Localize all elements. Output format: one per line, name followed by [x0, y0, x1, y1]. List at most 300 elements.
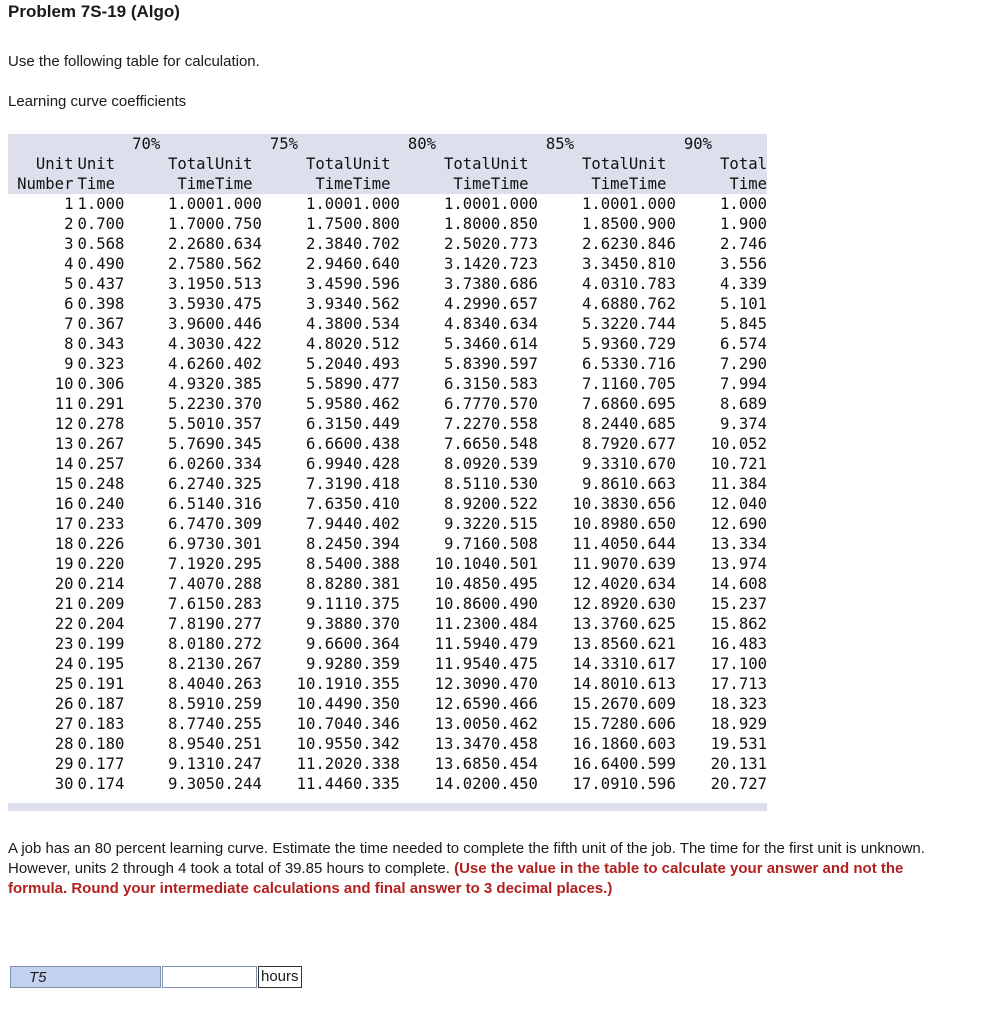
percent-header-row	[8, 134, 767, 154]
table-cell: 0.762	[628, 295, 676, 313]
table-caption: Learning curve coefficients	[8, 93, 187, 110]
unit-number-cell: 12	[54, 415, 74, 433]
table-cell: 6.574	[720, 335, 767, 353]
table-cell: 7.994	[720, 375, 767, 393]
table-cell: 0.357	[214, 415, 262, 433]
column-header: Total	[422, 154, 491, 174]
column-header: Total	[560, 154, 629, 174]
table-cell: 0.209	[77, 595, 125, 613]
table-cell: 0.490	[77, 255, 125, 273]
table-cell: 0.306	[77, 375, 125, 393]
table-row	[8, 194, 767, 214]
table-cell: 0.381	[352, 575, 400, 593]
unit-number-cell: 4	[64, 255, 74, 273]
unit-number-cell: 9	[64, 355, 74, 373]
table-cell: 0.398	[77, 295, 125, 313]
column-header: Time	[353, 174, 422, 194]
table-cell: 3.556	[720, 255, 767, 273]
table-row	[8, 494, 767, 514]
table-cell: 0.295	[214, 555, 262, 573]
table-cell: 10.485	[434, 575, 491, 593]
table-cell: 1.800	[443, 215, 491, 233]
table-cell: 0.402	[214, 355, 262, 373]
table-cell: 6.026	[167, 455, 215, 473]
table-cell: 12.402	[572, 575, 629, 593]
column-header: Time	[698, 174, 767, 194]
table-cell: 10.052	[710, 435, 767, 453]
table-cell: 9.131	[167, 755, 215, 773]
table-cell: 0.625	[628, 615, 676, 633]
table-cell: 0.493	[352, 355, 400, 373]
table-cell: 6.315	[305, 415, 353, 433]
table-row	[8, 674, 767, 694]
table-cell: 9.861	[581, 475, 629, 493]
table-cell: 0.656	[628, 495, 676, 513]
table-cell: 0.267	[77, 435, 125, 453]
percent-header: 75%	[215, 134, 353, 154]
table-cell: 0.716	[628, 355, 676, 373]
table-cell: 1.000	[628, 195, 676, 213]
unit-number-cell: 2	[64, 215, 74, 233]
unit-number-cell: 16	[54, 495, 74, 513]
table-cell: 0.388	[352, 555, 400, 573]
table-cell: 0.402	[352, 515, 400, 533]
table-cell: 0.663	[628, 475, 676, 493]
table-cell: 1.900	[720, 215, 767, 233]
unit-number-cell: 3	[64, 235, 74, 253]
table-cell: 0.800	[352, 215, 400, 233]
table-cell: 0.657	[490, 295, 538, 313]
table-cell: 0.267	[214, 655, 262, 673]
table-cell: 0.418	[352, 475, 400, 493]
table-cell: 0.335	[352, 775, 400, 793]
unit-number-cell: 21	[54, 595, 74, 613]
table-cell: 7.192	[167, 555, 215, 573]
table-cell: 8.511	[443, 475, 491, 493]
table-cell: 6.514	[167, 495, 215, 513]
table-cell: 0.634	[628, 575, 676, 593]
table-cell: 14.801	[572, 675, 629, 693]
question-text	[8, 839, 948, 899]
table-cell: 6.973	[167, 535, 215, 553]
table-cell: 0.477	[352, 375, 400, 393]
table-row	[8, 694, 767, 714]
column-header: Time	[629, 174, 698, 194]
table-cell: 15.237	[710, 595, 767, 613]
column-header: Total	[284, 154, 353, 174]
unit-number-cell: 6	[64, 295, 74, 313]
table-cell: 0.316	[214, 495, 262, 513]
table-cell: 2.746	[720, 235, 767, 253]
column-header-row-1	[8, 154, 767, 174]
table-cell: 13.974	[710, 555, 767, 573]
table-cell: 11.954	[434, 655, 491, 673]
table-cell: 7.407	[167, 575, 215, 593]
table-bottom-bar	[8, 803, 767, 811]
table-cell: 2.384	[305, 235, 353, 253]
table-cell: 0.454	[490, 755, 538, 773]
table-cell: 0.479	[490, 635, 538, 653]
table-row	[8, 394, 767, 414]
intro-text: Use the following table for calculation.	[8, 53, 260, 70]
table-cell: 0.462	[352, 395, 400, 413]
unit-number-cell: 14	[54, 455, 74, 473]
table-cell: 13.334	[710, 535, 767, 553]
table-cell: 14.020	[434, 775, 491, 793]
table-cell: 0.438	[352, 435, 400, 453]
table-cell: 0.364	[352, 635, 400, 653]
table-cell: 1.000	[490, 195, 538, 213]
table-cell: 0.568	[77, 235, 125, 253]
table-cell: 12.309	[434, 675, 491, 693]
table-cell: 7.116	[581, 375, 629, 393]
table-cell: 0.634	[490, 315, 538, 333]
table-cell: 0.325	[214, 475, 262, 493]
table-cell: 9.660	[305, 635, 353, 653]
table-cell: 17.091	[572, 775, 629, 793]
table-cell: 4.299	[443, 295, 491, 313]
table-cell: 0.446	[214, 315, 262, 333]
table-cell: 0.606	[628, 715, 676, 733]
table-cell: 0.247	[214, 755, 262, 773]
table-cell: 0.501	[490, 555, 538, 573]
table-cell: 0.278	[77, 415, 125, 433]
table-cell: 0.191	[77, 675, 125, 693]
table-row	[8, 634, 767, 654]
table-cell: 12.659	[434, 695, 491, 713]
table-cell: 4.802	[305, 335, 353, 353]
table-cell: 0.283	[214, 595, 262, 613]
table-cell: 5.839	[443, 355, 491, 373]
table-cell: 12.892	[572, 595, 629, 613]
table-row	[8, 474, 767, 494]
table-cell: 0.534	[352, 315, 400, 333]
table-cell: 20.727	[710, 775, 767, 793]
table-cell: 10.449	[296, 695, 353, 713]
table-cell: 0.850	[490, 215, 538, 233]
table-row	[8, 414, 767, 434]
table-cell: 8.828	[305, 575, 353, 593]
unit-number-cell: 29	[54, 755, 74, 773]
table-cell: 0.810	[628, 255, 676, 273]
table-cell: 0.375	[352, 595, 400, 613]
table-cell: 0.301	[214, 535, 262, 553]
table-cell: 0.475	[214, 295, 262, 313]
unit-number-cell: 18	[54, 535, 74, 553]
table-cell: 11.594	[434, 635, 491, 653]
table-row	[8, 214, 767, 234]
table-cell: 0.462	[490, 715, 538, 733]
table-cell: 10.898	[572, 515, 629, 533]
answer-label: T5	[10, 966, 161, 988]
table-cell: 0.410	[352, 495, 400, 513]
table-cell: 0.259	[214, 695, 262, 713]
table-cell: 0.705	[628, 375, 676, 393]
table-row	[8, 714, 767, 734]
table-cell: 0.750	[214, 215, 262, 233]
table-cell: 0.723	[490, 255, 538, 273]
column-header: Time	[422, 174, 491, 194]
table-cell: 6.994	[305, 455, 353, 473]
table-cell: 0.650	[628, 515, 676, 533]
table-cell: 19.531	[710, 735, 767, 753]
table-cell: 3.960	[167, 315, 215, 333]
table-cell: 2.502	[443, 235, 491, 253]
table-cell: 8.404	[167, 675, 215, 693]
table-row	[8, 274, 767, 294]
column-header: Time	[215, 174, 284, 194]
table-cell: 7.686	[581, 395, 629, 413]
table-cell: 5.204	[305, 355, 353, 373]
table-cell: 0.370	[352, 615, 400, 633]
table-cell: 16.640	[572, 755, 629, 773]
table-cell: 4.688	[581, 295, 629, 313]
table-cell: 0.614	[490, 335, 538, 353]
table-cell: 0.199	[77, 635, 125, 653]
table-cell: 11.405	[572, 535, 629, 553]
table-cell: 13.685	[434, 755, 491, 773]
table-cell: 0.385	[214, 375, 262, 393]
table-cell: 0.437	[77, 275, 125, 293]
table-cell: 0.644	[628, 535, 676, 553]
table-cell: 3.195	[167, 275, 215, 293]
table-cell: 9.111	[305, 595, 353, 613]
table-cell: 0.677	[628, 435, 676, 453]
table-cell: 8.774	[167, 715, 215, 733]
table-cell: 1.000	[581, 195, 629, 213]
table-cell: 0.177	[77, 755, 125, 773]
table-row	[8, 254, 767, 274]
table-cell: 13.005	[434, 715, 491, 733]
table-cell: 16.483	[710, 635, 767, 653]
table-cell: 0.475	[490, 655, 538, 673]
table-cell: 0.513	[214, 275, 262, 293]
table-cell: 2.946	[305, 255, 353, 273]
table-cell: 9.305	[167, 775, 215, 793]
table-row	[8, 354, 767, 374]
table-cell: 0.700	[77, 215, 125, 233]
unit-number-cell: 25	[54, 675, 74, 693]
table-cell: 0.288	[214, 575, 262, 593]
answer-unit: hours	[258, 966, 302, 988]
table-cell: 11.907	[572, 555, 629, 573]
unit-number-cell: 23	[54, 635, 74, 653]
column-header: Unit	[353, 154, 422, 174]
unit-number-cell: 28	[54, 735, 74, 753]
table-cell: 3.345	[581, 255, 629, 273]
table-cell: 0.603	[628, 735, 676, 753]
table-cell: 1.700	[167, 215, 215, 233]
table-cell: 5.958	[305, 395, 353, 413]
table-cell: 0.204	[77, 615, 125, 633]
table-cell: 10.955	[296, 735, 353, 753]
table-cell: 5.936	[581, 335, 629, 353]
table-cell: 6.315	[443, 375, 491, 393]
table-cell: 13.376	[572, 615, 629, 633]
table-cell: 15.267	[572, 695, 629, 713]
unit-number-cell: 7	[64, 315, 74, 333]
unit-number-cell: 8	[64, 335, 74, 353]
table-cell: 0.548	[490, 435, 538, 453]
table-cell: 0.512	[352, 335, 400, 353]
table-cell: 5.845	[720, 315, 767, 333]
table-cell: 8.213	[167, 655, 215, 673]
table-cell: 0.702	[352, 235, 400, 253]
table-row	[8, 314, 767, 334]
column-header: Unit	[77, 154, 146, 174]
table-cell: 15.862	[710, 615, 767, 633]
table-cell: 0.255	[214, 715, 262, 733]
table-cell: 4.380	[305, 315, 353, 333]
table-cell: 0.422	[214, 335, 262, 353]
table-cell: 17.100	[710, 655, 767, 673]
table-cell: 8.244	[581, 415, 629, 433]
column-header: Number	[8, 174, 77, 194]
table-cell: 3.459	[305, 275, 353, 293]
table-row	[8, 434, 767, 454]
table-cell: 5.589	[305, 375, 353, 393]
unit-number-cell: 26	[54, 695, 74, 713]
table-cell: 0.670	[628, 455, 676, 473]
table-cell: 0.323	[77, 355, 125, 373]
table-cell: 0.640	[352, 255, 400, 273]
table-cell: 5.501	[167, 415, 215, 433]
column-header-row-2	[8, 174, 767, 194]
table-cell: 8.689	[720, 395, 767, 413]
table-row	[8, 614, 767, 634]
table-cell: 0.599	[628, 755, 676, 773]
table-cell: 9.928	[305, 655, 353, 673]
table-cell: 0.257	[77, 455, 125, 473]
table-cell: 0.263	[214, 675, 262, 693]
table-cell: 11.446	[296, 775, 353, 793]
table-cell: 10.104	[434, 555, 491, 573]
unit-number-cell: 15	[54, 475, 74, 493]
learning-curve-table	[8, 134, 767, 811]
table-cell: 0.233	[77, 515, 125, 533]
table-cell: 0.639	[628, 555, 676, 573]
table-cell: 0.346	[352, 715, 400, 733]
table-cell: 0.490	[490, 595, 538, 613]
table-row	[8, 734, 767, 754]
table-cell: 10.704	[296, 715, 353, 733]
table-cell: 1.000	[720, 195, 767, 213]
column-header: Total	[698, 154, 767, 174]
table-cell: 4.626	[167, 355, 215, 373]
percent-header-blank	[8, 134, 77, 154]
table-cell: 3.738	[443, 275, 491, 293]
table-cell: 5.223	[167, 395, 215, 413]
table-cell: 2.268	[167, 235, 215, 253]
table-cell: 0.621	[628, 635, 676, 653]
table-cell: 0.367	[77, 315, 125, 333]
table-cell: 10.721	[710, 455, 767, 473]
table-cell: 0.345	[214, 435, 262, 453]
table-cell: 0.458	[490, 735, 538, 753]
table-cell: 12.040	[710, 495, 767, 513]
table-cell: 0.394	[352, 535, 400, 553]
table-cell: 0.359	[352, 655, 400, 673]
table-cell: 17.713	[710, 675, 767, 693]
table-cell: 3.142	[443, 255, 491, 273]
table-row	[8, 234, 767, 254]
table-cell: 6.533	[581, 355, 629, 373]
table-cell: 6.660	[305, 435, 353, 453]
column-header: Unit	[629, 154, 698, 174]
table-cell: 8.540	[305, 555, 353, 573]
table-cell: 1.000	[352, 195, 400, 213]
table-cell: 10.383	[572, 495, 629, 513]
column-header: Time	[560, 174, 629, 194]
unit-number-cell: 27	[54, 715, 74, 733]
table-cell: 0.272	[214, 635, 262, 653]
unit-number-cell: 13	[54, 435, 74, 453]
table-cell: 8.018	[167, 635, 215, 653]
table-cell: 8.092	[443, 455, 491, 473]
table-cell: 5.101	[720, 295, 767, 313]
table-cell: 2.758	[167, 255, 215, 273]
unit-number-cell: 10	[54, 375, 74, 393]
table-row	[8, 574, 767, 594]
problem-title: Problem 7S-19 (Algo)	[8, 2, 180, 21]
answer-input[interactable]	[162, 966, 257, 988]
table-cell: 0.744	[628, 315, 676, 333]
table-cell: 0.846	[628, 235, 676, 253]
table-cell: 1.000	[167, 195, 215, 213]
unit-number-cell: 19	[54, 555, 74, 573]
unit-number-cell: 11	[54, 395, 74, 413]
table-cell: 0.685	[628, 415, 676, 433]
table-cell: 0.226	[77, 535, 125, 553]
table-cell: 0.522	[490, 495, 538, 513]
table-cell: 9.388	[305, 615, 353, 633]
unit-number-cell: 1	[64, 195, 74, 213]
table-cell: 1.850	[581, 215, 629, 233]
table-cell: 4.932	[167, 375, 215, 393]
table-cell: 2.623	[581, 235, 629, 253]
table-cell: 9.331	[581, 455, 629, 473]
table-cell: 0.183	[77, 715, 125, 733]
unit-number-cell: 17	[54, 515, 74, 533]
unit-number-cell: 20	[54, 575, 74, 593]
table-cell: 1.750	[305, 215, 353, 233]
table-cell: 5.769	[167, 435, 215, 453]
table-cell: 8.920	[443, 495, 491, 513]
table-cell: 1.000	[305, 195, 353, 213]
table-cell: 5.322	[581, 315, 629, 333]
table-cell: 9.322	[443, 515, 491, 533]
table-cell: 0.214	[77, 575, 125, 593]
table-cell: 0.609	[628, 695, 676, 713]
table-cell: 6.777	[443, 395, 491, 413]
table-cell: 18.929	[710, 715, 767, 733]
percent-header: 85%	[491, 134, 629, 154]
table-cell: 11.230	[434, 615, 491, 633]
table-cell: 0.729	[628, 335, 676, 353]
unit-number-cell: 22	[54, 615, 74, 633]
table-cell: 0.370	[214, 395, 262, 413]
table-cell: 0.220	[77, 555, 125, 573]
table-cell: 0.900	[628, 215, 676, 233]
table-cell: 8.954	[167, 735, 215, 753]
table-cell: 0.466	[490, 695, 538, 713]
table-cell: 4.303	[167, 335, 215, 353]
table-row	[8, 334, 767, 354]
table-cell: 4.339	[720, 275, 767, 293]
table-cell: 0.562	[214, 255, 262, 273]
table-cell: 7.819	[167, 615, 215, 633]
table-cell: 1.000	[443, 195, 491, 213]
